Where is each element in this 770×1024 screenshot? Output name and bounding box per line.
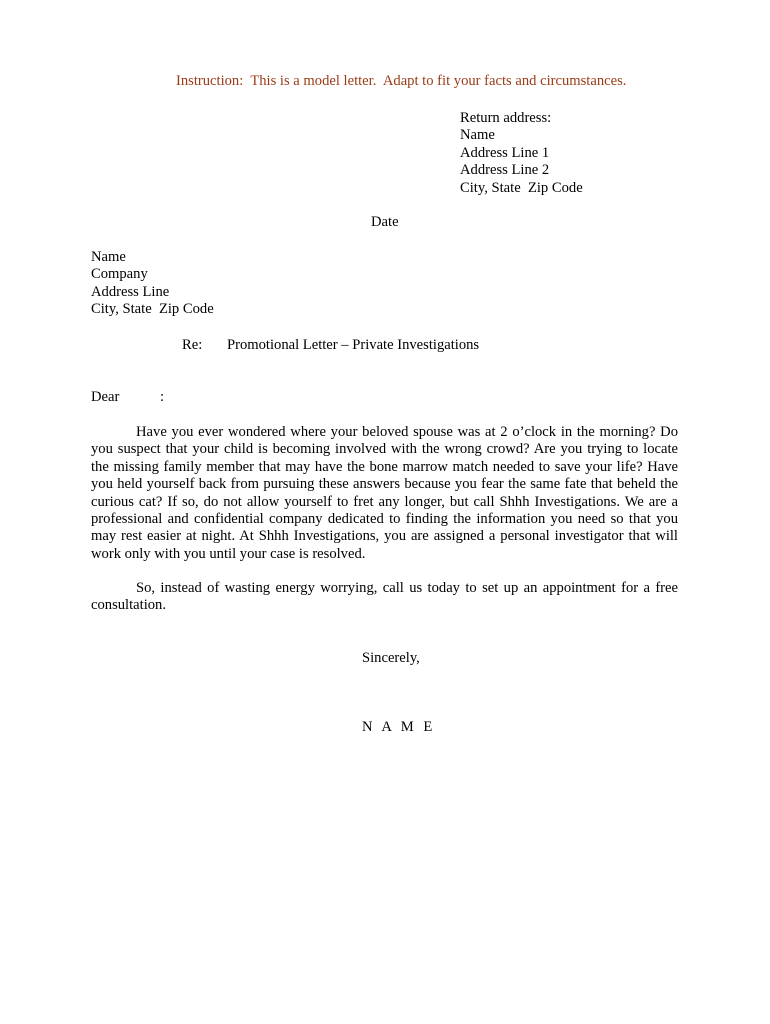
signature-name: N A M E (362, 719, 436, 735)
instruction-note: Instruction: This is a model letter. Adapt to fit your facts and circumstances. (176, 73, 627, 89)
recipient-company: Company (91, 266, 148, 283)
salutation-word: Dear (91, 389, 120, 405)
return-address-city-state-zip: City, State Zip Code (460, 179, 583, 196)
salutation-colon: : (160, 389, 165, 405)
return-address-name: Name (460, 127, 495, 144)
subject-text: Promotional Letter – Private Investigations (227, 337, 480, 353)
recipient-address-line: Address Line (91, 283, 170, 300)
body-paragraph-2: So, instead of wasting energy worrying, call us today to set up an appointment for a free consultation. (91, 580, 678, 614)
recipient-address-block (91, 249, 214, 319)
return-address-line2: Address Line 2 (460, 162, 550, 179)
body-paragraph-1: Have you ever wondered where your beloved spouse was at 2 o’clock in the morning? Do you suspect that your child is becoming involved with the wrong crowd? Are you trying to locate the missing family member that may have the bone marrow match needed to save your life? Have you held yourself back from pursuing these answers because you fear the same fate that beheld the curious cat? If so, do not allow yourself to fret any longer, but call Shhh Investigations. We are a professional and confidential company dedicated to finding the information you need so that you may rest easier at night. At Shhh Investigations, you are assigned a personal investigator that will work only with you until your case is resolved. (91, 424, 678, 562)
letter-date: Date (371, 214, 399, 230)
return-address-line1: Address Line 1 (460, 144, 550, 161)
recipient-name: Name (91, 249, 126, 265)
recipient-city-state-zip: City, State Zip Code (91, 301, 214, 318)
return-address-block (460, 110, 583, 197)
return-address-label: Return address: (460, 110, 552, 126)
subject-label: Re: (182, 337, 203, 353)
closing: Sincerely, (362, 650, 420, 666)
